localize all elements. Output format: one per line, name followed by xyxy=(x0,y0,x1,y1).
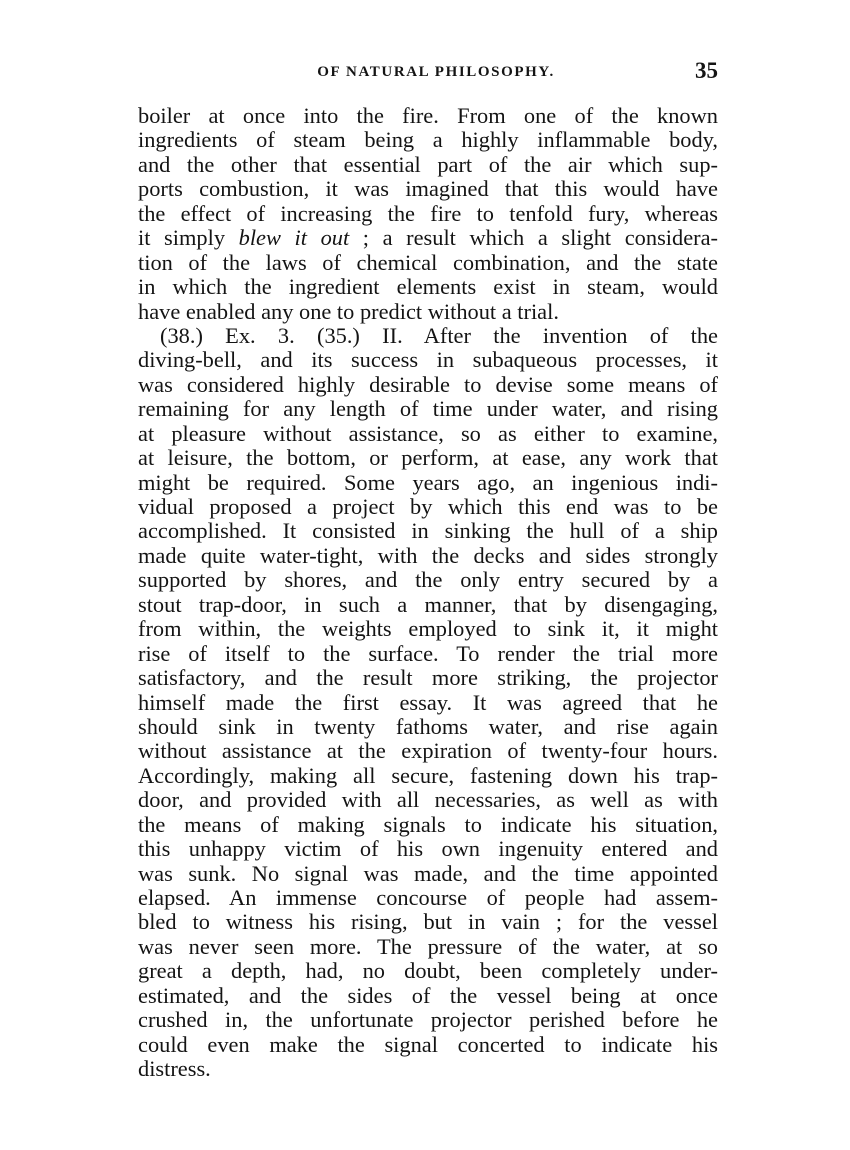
page-number: 35 xyxy=(695,58,718,83)
text-line-16: might be required. Some years ago, an ingenious indi- xyxy=(138,469,718,495)
text-line-3: and the other that essential part of the air which sup- xyxy=(138,151,718,177)
text-line-33: elapsed. An immense concourse of people had assem- xyxy=(138,885,718,910)
text-line-40: distress. xyxy=(138,1056,211,1082)
running-head xyxy=(138,58,718,88)
text-line-6-before: it simply xyxy=(138,225,239,251)
text-line-14: at pleasure without assistance, so as either to examine, xyxy=(138,420,718,446)
text-line-2: ingredients of steam being a highly inflammable body, xyxy=(138,127,718,153)
running-title: OF NATURAL PHILOSOPHY. xyxy=(317,64,555,80)
text-line-21: stout trap-door, in such a manner, that by disengaging, xyxy=(138,591,718,617)
text-line-35: was never seen more. The pressure of the water, at so xyxy=(138,933,718,959)
text-line-4: ports combustion, it was imagined that this would have xyxy=(138,176,718,202)
text-line-6-after: ; a result which a slight considera- xyxy=(349,225,718,251)
text-line-26: should sink in twenty fathoms water, and rise again xyxy=(138,713,718,739)
text-line-12: was considered highly desirable to devise some means of xyxy=(138,371,718,397)
text-line-15: at leisure, the bottom, or perform, at ease, any work that xyxy=(138,445,718,471)
text-line-13: remaining for any length of time under water, and rising xyxy=(138,396,718,422)
text-line-39: could even make the signal concerted to indicate his xyxy=(138,1031,718,1057)
text-line-7: tion of the laws of chemical combination, and the state xyxy=(138,249,718,275)
text-line-20: supported by shores, and the only entry secured by a xyxy=(138,567,718,593)
text-line-36: great a depth, had, no doubt, been completely under- xyxy=(138,958,718,984)
text-line-30: the means of making signals to indicate his situation, xyxy=(138,811,718,837)
text-line-22: from within, the weights employed to sink it, it might xyxy=(138,616,718,642)
text-line-32: was sunk. No signal was made, and the time appointed xyxy=(138,860,718,886)
text-line-38: crushed in, the unfortunate projector perished before he xyxy=(138,1007,718,1033)
text-line-17: vidual proposed a project by which this end was to be xyxy=(138,494,718,519)
text-line-9: have enabled any one to predict without a trial. xyxy=(138,298,559,324)
text-line-6 xyxy=(138,226,718,250)
italic-phrase: blew it out xyxy=(238,225,350,251)
text-line-11: diving-bell, and its success in subaqueous processes, it xyxy=(138,347,718,373)
text-line-25: himself made the first essay. It was agreed that he xyxy=(138,689,718,715)
text-line-5: the effect of increasing the fire to tenfold fury, whereas xyxy=(138,200,718,226)
text-line-34: bled to witness his rising, but in vain ; for the vessel xyxy=(138,909,718,935)
text-line-19: made quite water-tight, with the decks and sides strongly xyxy=(138,542,718,568)
text-line-1: boiler at once into the fire. From one of the known xyxy=(138,103,718,128)
text-line-37: estimated, and the sides of the vessel being at once xyxy=(138,982,718,1008)
text-line-8: in which the ingredient elements exist in steam, would xyxy=(138,274,718,300)
text-line-27: without assistance at the expiration of twenty-four hours. xyxy=(138,738,718,764)
body-text xyxy=(138,104,718,1082)
text-line-31: this unhappy victim of his own ingenuity entered and xyxy=(138,836,718,862)
text-line-24: satisfactory, and the result more striking, the projector xyxy=(138,665,718,691)
text-line-29: door, and provided with all necessaries, as well as with xyxy=(138,787,718,813)
text-line-23: rise of itself to the surface. To render the trial more xyxy=(138,640,718,666)
text-line-18: accomplished. It consisted in sinking the hull of a ship xyxy=(138,518,718,544)
text-line-28: Accordingly, making all secure, fastening down his trap- xyxy=(138,762,718,788)
text-line-10: (38.) Ex. 3. (35.) II. After the invention of the xyxy=(160,322,718,348)
